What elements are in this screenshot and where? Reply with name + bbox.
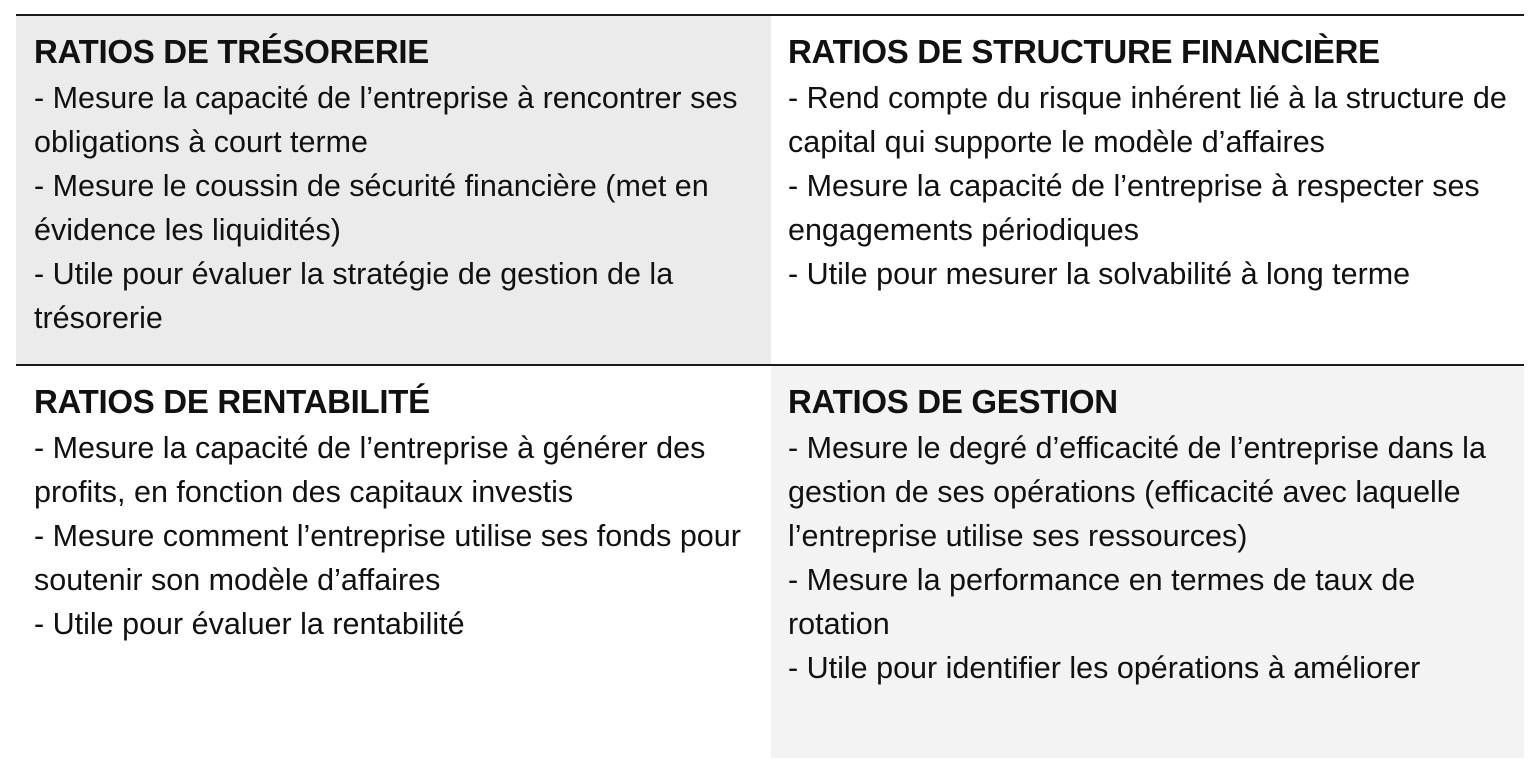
cell-title: RATIOS DE TRÉSORERIE: [34, 33, 429, 70]
cell-ratios-rentabilite: [16, 366, 771, 758]
cell-ratios-tresorerie: [16, 16, 771, 364]
table-row-bottom: [16, 366, 1524, 758]
cell-title: RATIOS DE GESTION: [788, 383, 1118, 420]
list-item: - Mesure la capacité de l’entreprise à respecter ses engagements périodiques: [788, 169, 1480, 247]
list-item: - Utile pour évaluer la stratégie de gestion de la trésorerie: [34, 257, 674, 335]
ratios-table: [16, 14, 1524, 758]
list-item: - Utile pour identifier les opérations à améliorer: [788, 651, 1421, 685]
cell-description: [34, 76, 771, 340]
cell-title: RATIOS DE RENTABILITÉ: [34, 383, 430, 420]
list-item: - Utile pour mesurer la solvabilité à long terme: [788, 257, 1411, 291]
list-item: - Mesure comment l’entreprise utilise ses fonds pour soutenir son modèle d’affaires: [34, 519, 741, 597]
list-item: - Mesure la capacité de l’entreprise à générer des profits, en fonction des capitaux investis: [34, 431, 706, 509]
list-item: - Utile pour évaluer la rentabilité: [34, 607, 465, 641]
cell-description: [788, 426, 1524, 690]
cell-ratios-gestion: [771, 366, 1524, 758]
cell-description: [788, 76, 1524, 296]
list-item: - Mesure la capacité de l’entreprise à rencontrer ses obligations à court terme: [34, 81, 738, 159]
list-item: - Mesure le coussin de sécurité financière (met en évidence les liquidités): [34, 169, 709, 247]
table-row-top: [16, 16, 1524, 366]
list-item: - Rend compte du risque inhérent lié à la structure de capital qui supporte le modèle d’affaires: [788, 81, 1507, 159]
list-item: - Mesure la performance en termes de taux de rotation: [788, 563, 1416, 641]
cell-description: [34, 426, 771, 646]
cell-title: RATIOS DE STRUCTURE FINANCIÈRE: [788, 33, 1380, 70]
list-item: - Mesure le degré d’efficacité de l’entreprise dans la gestion de ses opérations (efficacité avec laquelle l’entreprise utilise ses ressources): [788, 431, 1486, 553]
cell-ratios-structure-financiere: [771, 16, 1524, 364]
